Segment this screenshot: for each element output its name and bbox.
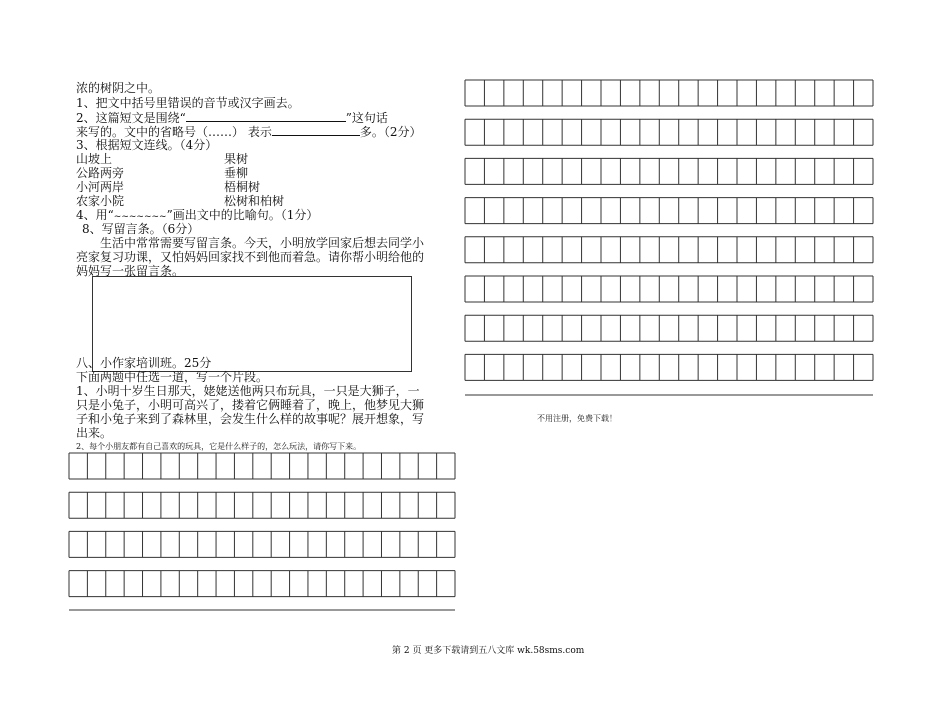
grid-row[interactable] [465, 315, 873, 341]
wavy-underline-mark: ~~~~~~~ [113, 212, 167, 222]
grid-row[interactable] [465, 80, 873, 106]
question-2-text-a: 2、这篇短文是围绕“ [76, 111, 186, 125]
match-left-item: 农家小院 [76, 194, 125, 208]
essay-option-1-line: 出来。 [76, 426, 113, 440]
grid-row[interactable] [69, 453, 455, 479]
essay-option-1-line: 子和小兔子来到了森林里，会发生什么样的故事呢？展开想象，写 [76, 412, 425, 426]
section-9-title: 八、小作家培训班。25分 [76, 356, 212, 370]
essay-option-1-line: 1、小明十岁生日那天，姥姥送他两只布玩具，一只是大狮子，一 [76, 384, 420, 398]
match-left-item: 山坡上 [76, 152, 113, 166]
section-8-title: 8、写留言条。（6分） [82, 222, 200, 236]
question-2-text-c: 来写的。文中的省略号（……） 表示 [76, 125, 272, 139]
grid-row[interactable] [465, 198, 873, 224]
essay-option-2: 2、每个小朋友都有自己喜欢的玩具，它是什么样子的，怎么玩法，请你写下来。 [76, 442, 362, 451]
grid-row[interactable] [69, 571, 455, 597]
question-4-text-b: ”画出文中的比喻句。（1分） [166, 208, 319, 222]
grid-row[interactable] [465, 354, 873, 380]
match-left-item: 小河两岸 [76, 180, 125, 194]
grid-row[interactable] [465, 119, 873, 145]
match-right-item: 松树和柏树 [224, 194, 285, 208]
grid-row[interactable] [465, 237, 873, 263]
match-right-item: 果树 [224, 152, 249, 166]
right-writing-grid[interactable] [465, 80, 873, 380]
section-8-body-line: 亮家复习功课，又怕妈妈回家找不到他而着急。请你帮小明给他的 [76, 250, 425, 264]
section-8-body-line: 生活中常常需要写留言条。今天，小明放学回家后想去同学小 [100, 236, 425, 250]
left-writing-grid[interactable] [69, 453, 455, 597]
question-1: 1、把文中括号里错误的音节或汉字画去。 [76, 96, 300, 110]
grid-row[interactable] [69, 492, 455, 518]
section-9-instruction: 下面两题中任选一道，写一个片段。 [76, 370, 269, 384]
match-right-item: 垂柳 [224, 166, 249, 180]
grid-row[interactable] [465, 276, 873, 302]
question-2-text-d: 多。（2分） [359, 125, 422, 139]
grid-row[interactable] [69, 531, 455, 557]
passage-tail: 浓的树阴之中。 [76, 81, 161, 95]
section-8-body-line: 妈妈写一张留言条。 [76, 264, 185, 278]
question-2-text-b: ”这句话 [345, 111, 388, 125]
free-download-note: 不用注册，免费下载！ [537, 414, 617, 423]
essay-option-1-line: 只是小兔子，小明可高兴了，搂着它俩睡着了，晚上，他梦见大狮 [76, 398, 425, 412]
match-right-item: 梧桐树 [224, 180, 261, 194]
grid-row[interactable] [465, 158, 873, 184]
page-footer: 第 2 页 更多下载请到五八文库 wk.58sms.com [392, 646, 585, 656]
question-4-text-a: 4、用“ [76, 208, 114, 222]
match-left-item: 公路两旁 [76, 166, 125, 180]
question-3: 3、根据短文连线。（4分） [76, 138, 218, 152]
